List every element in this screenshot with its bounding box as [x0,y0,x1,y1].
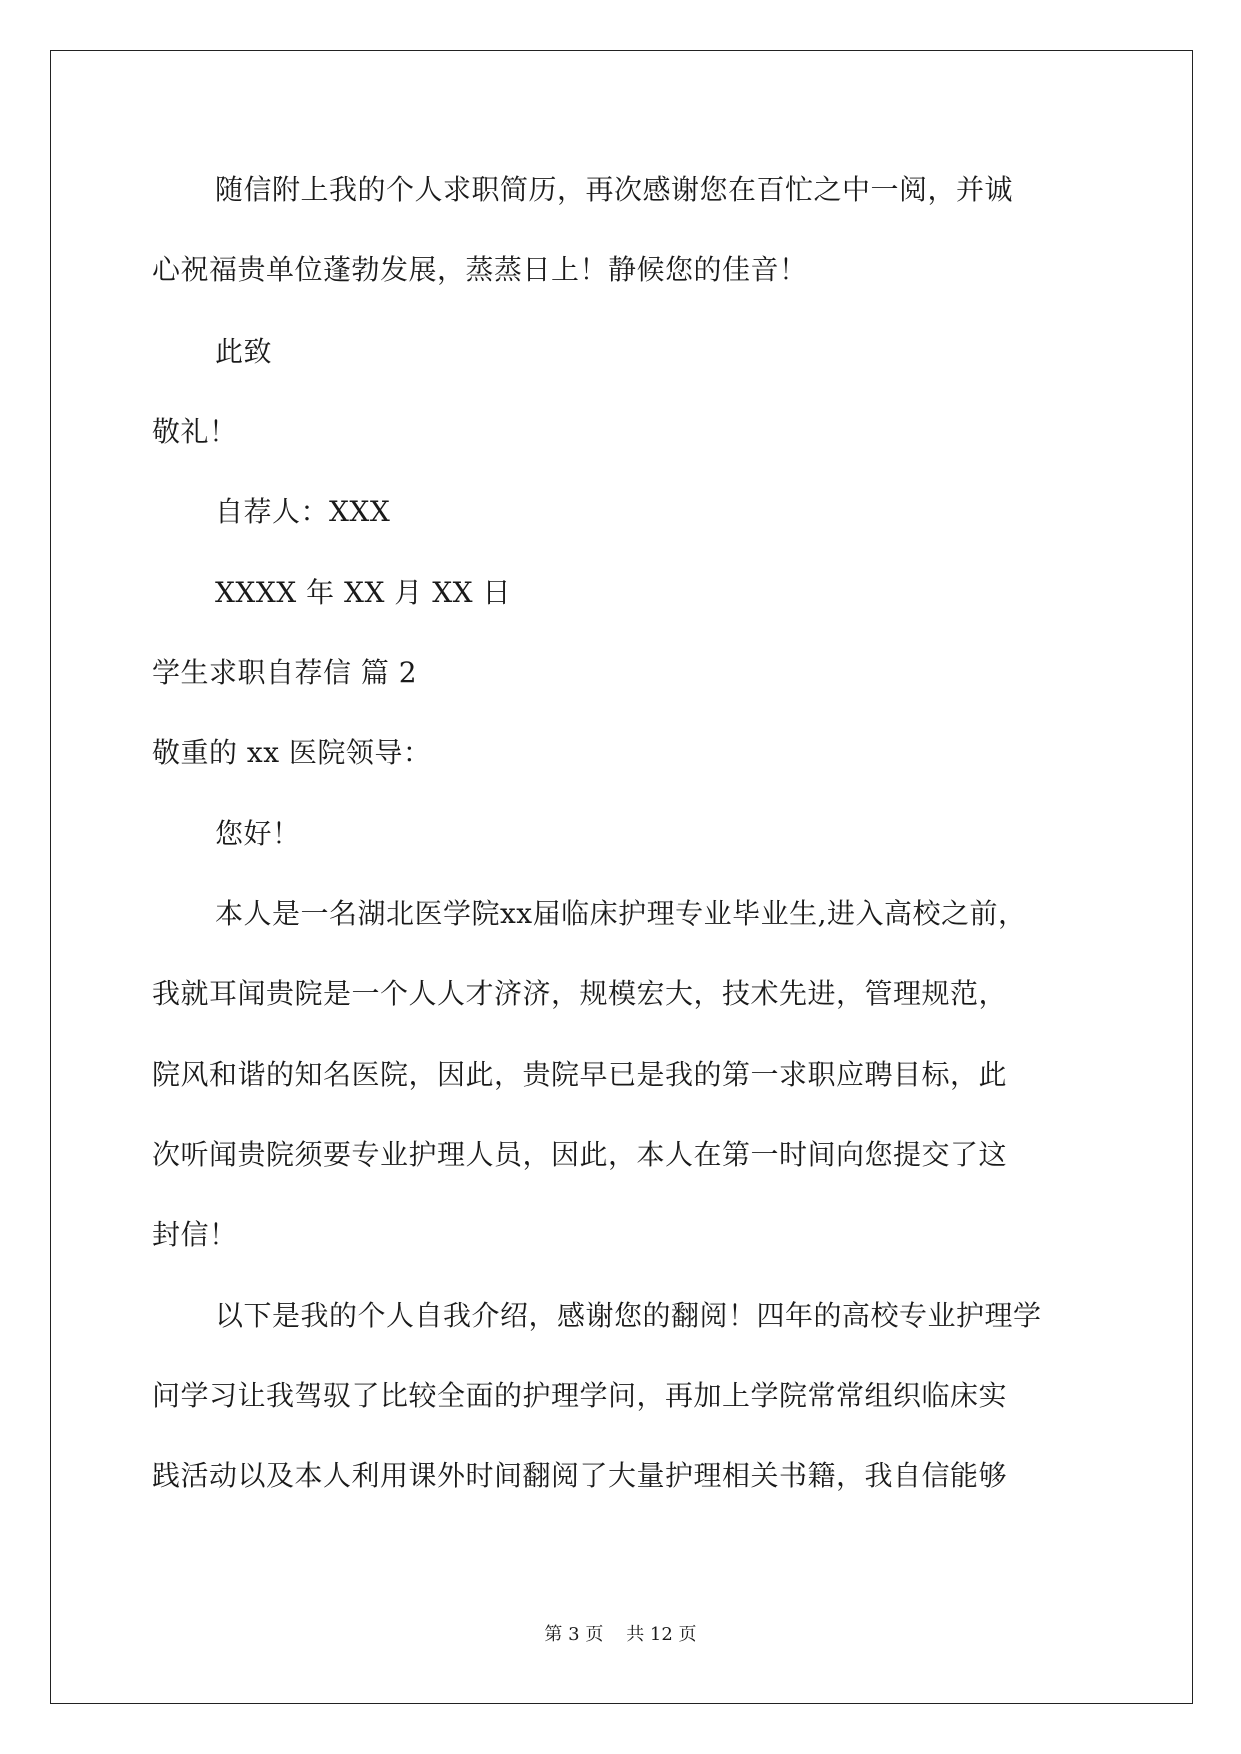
paragraph-line: 次听闻贵院须要专业护理人员，因此，本人在第一时间向您提交了这 [152,1138,1008,1171]
letter-hello: 您好！ [215,817,301,850]
signature-date: XXXX 年 XX 月 XX 日 [215,576,511,609]
paragraph-line: 心祝福贵单位蓬勃发展，蒸蒸日上！静候您的佳音！ [152,253,808,286]
paragraph-line: 院风和谐的知名医院，因此，贵院早已是我的第一求职应聘目标，此 [152,1058,1008,1091]
paragraph-line: 问学习让我驾驭了比较全面的护理学问，再加上学院常常组织临床实 [152,1379,1008,1412]
paragraph-line: 以下是我的个人自我介绍，感谢您的翻阅！四年的高校专业护理学 [215,1299,1042,1332]
closing-salutation: 此致 [215,335,273,368]
page-border [50,50,1193,1704]
paragraph-line: 我就耳闻贵院是一个人人才济济，规模宏大，技术先进，管理规范， [152,977,1008,1010]
paragraph-line: 随信附上我的个人求职简历，再次感谢您在百忙之中一阅，并诚 [215,173,1014,206]
paragraph-line: 本人是一名湖北医学院xx届临床护理专业毕业生,进入高校之前， [215,897,1027,930]
letter-greeting: 敬重的 xx 医院领导： [152,736,432,769]
closing-regards: 敬礼！ [152,415,238,448]
paragraph-line: 封信！ [152,1218,238,1251]
paragraph-line: 践活动以及本人利用课外时间翻阅了大量护理相关书籍，我自信能够 [152,1459,1008,1492]
page-footer: 第 3 页 共 12 页 [544,1624,697,1645]
section-heading: 学生求职自荐信 篇 2 [152,656,418,689]
signature-name: 自荐人：XXX [215,495,391,528]
